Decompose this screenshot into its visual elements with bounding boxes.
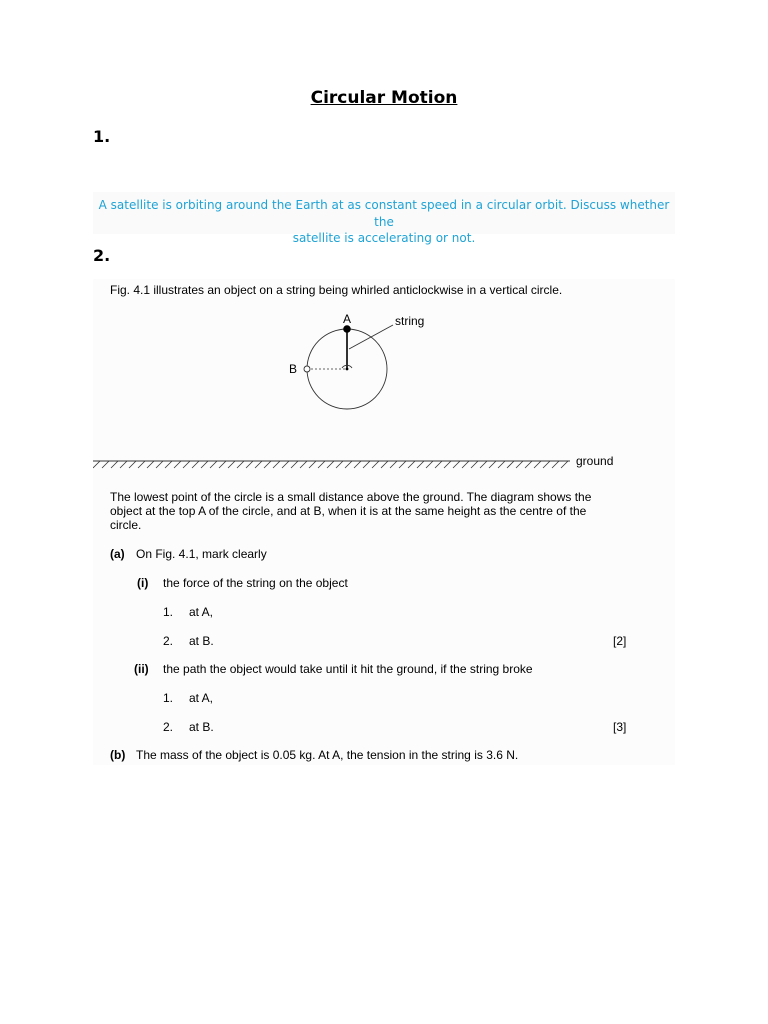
question-1-line-1: A satellite is orbiting around the Earth at as constant speed in a circular orbit. Discuss whether the <box>98 198 670 229</box>
part-b-label: (b) <box>110 748 126 762</box>
label-b: B <box>289 362 298 376</box>
part-ii-label: (ii) <box>134 662 149 676</box>
description-line-3: circle. <box>110 518 142 532</box>
part-a-label: (a) <box>110 547 125 561</box>
page-title: Circular Motion <box>310 88 458 108</box>
part-i-1-number: 1. <box>163 605 174 619</box>
question-1-text <box>93 197 675 247</box>
part-i-marks: [2] <box>613 634 627 648</box>
part-b-text: The mass of the object is 0.05 kg. At A, the tension in the string is 3.6 N. <box>136 748 519 762</box>
string-label-pointer <box>349 325 393 349</box>
exam-question-image <box>93 279 675 765</box>
part-ii-text: the path the object would take until it hit the ground, if the string broke <box>163 662 533 676</box>
part-i-1-text: at A, <box>189 605 214 619</box>
question-1-box <box>93 192 675 245</box>
description-line-2: object at the top A of the circle, and at B, when it is at the same height as the centre of the <box>110 504 587 518</box>
part-i-text: the force of the string on the object <box>163 576 348 590</box>
label-ground: ground <box>576 454 614 468</box>
question-1-number: 1. <box>93 127 111 146</box>
part-ii-marks: [3] <box>613 720 627 734</box>
part-ii-1-text: at A, <box>189 691 214 705</box>
part-ii-2-text: at B. <box>189 720 214 734</box>
question-2-number: 2. <box>93 246 111 265</box>
part-ii-2-number: 2. <box>163 720 174 734</box>
ground-line <box>93 461 570 468</box>
label-string: string <box>395 314 425 328</box>
object-at-a <box>343 325 351 333</box>
question-1-line-2: satellite is accelerating or not. <box>292 231 476 245</box>
label-a: A <box>343 312 352 326</box>
part-i-label: (i) <box>137 576 149 590</box>
description-line-1: The lowest point of the circle is a small distance above the ground. The diagram shows the <box>110 490 592 504</box>
part-ii-1-number: 1. <box>163 691 174 705</box>
figure-4-1 <box>93 279 675 479</box>
figure-intro: Fig. 4.1 illustrates an object on a string being whirled anticlockwise in a vertical circle. <box>110 283 563 297</box>
part-a-text: On Fig. 4.1, mark clearly <box>136 547 267 561</box>
object-at-b <box>304 366 310 372</box>
part-i-2-text: at B. <box>189 634 214 648</box>
circle-centre <box>346 368 349 371</box>
part-i-2-number: 2. <box>163 634 174 648</box>
